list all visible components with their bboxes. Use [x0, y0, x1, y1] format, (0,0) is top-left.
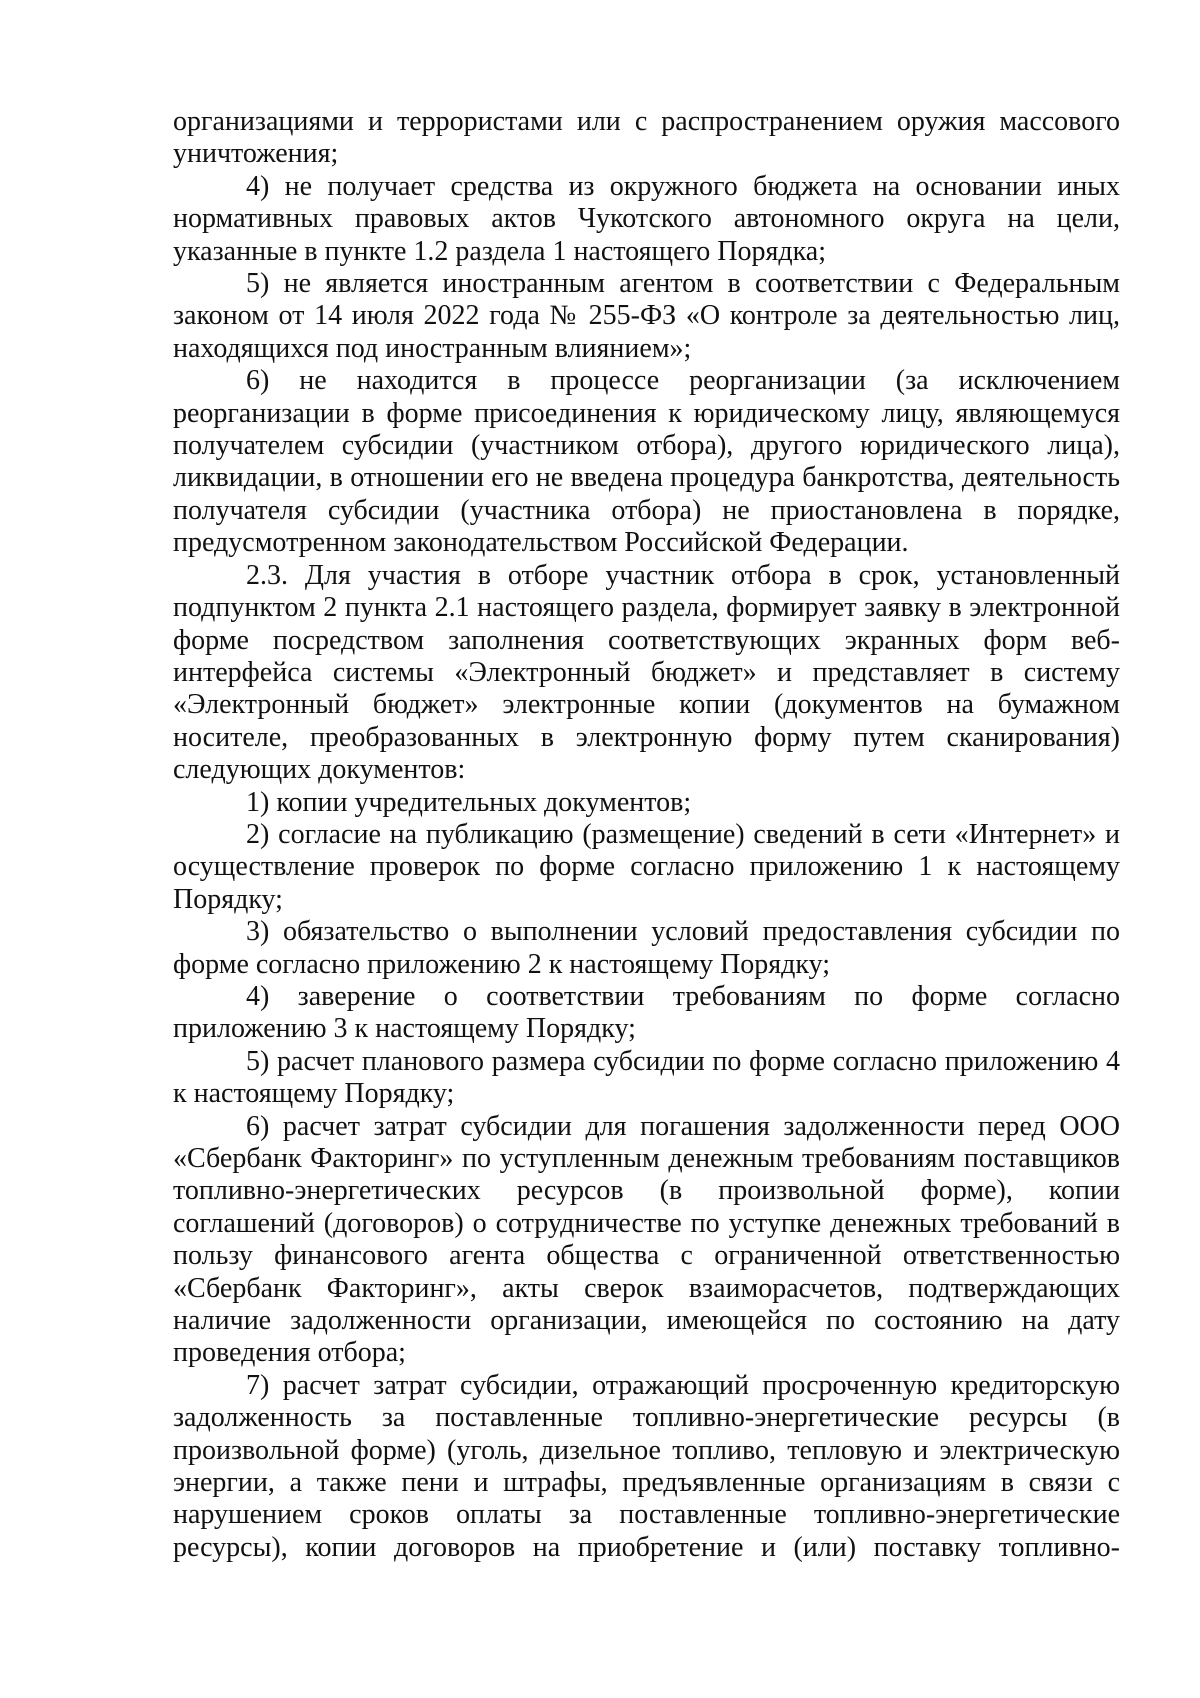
paragraph-item-5: 5) не является иностранным агентом в соответствии с Федеральным законом от 14 июля 2022 года № 255-ФЗ «О контроле за деятельностью лиц, находящихся под иностранным влиянием»;	[173, 268, 1120, 364]
paragraph-doc-item-3: 3) обязательство о выполнении условий предоставления субсидии по форме согласно приложению 2 к настоящему Порядку;	[173, 916, 1120, 980]
document-page	[173, 106, 1120, 1564]
paragraph-doc-item-4: 4) заверение о соответствии требованиям по форме согласно приложению 3 к настоящему Порядку;	[173, 980, 1120, 1045]
paragraph-item-6: 6) не находится в процессе реорганизации (за исключением реорганизации в форме присоединения к юридическому лицу, являющемуся получателем субсидии (участником отбора), другого юридического лица), ликвидации, в отношении его не введена процедура банкротства, деятельность получателя субсидии (участника отбора) не приостановлена в порядке, предусмотренном законодательством Российской Федерации.	[173, 365, 1120, 559]
paragraph-doc-item-5: 5) расчет планового размера субсидии по форме согласно приложению 4 к настоящему Порядку;	[173, 1045, 1120, 1110]
paragraph-doc-item-1: 1) копии учредительных документов;	[246, 786, 692, 818]
paragraph-doc-item-6: 6) расчет затрат субсидии для погашения задолженности перед ООО «Сбербанк Факторинг» по уступленным денежным требованиям поставщиков топливно-энергетических ресурсов (в произвольной форме), копии соглашений (договоров) о сотрудничестве по уступке денежных требований в пользу финансового агента общества с ограниченной ответственностью «Сбербанк Факторинг», акты сверок взаиморасчетов, подтверждающих наличие задолженности организации, имеющейся по состоянию на дату проведения отбора;	[173, 1110, 1120, 1369]
paragraph-continuation: организациями и террористами или с распространением оружия массового уничтожения;	[173, 106, 1120, 170]
paragraph-doc-item-2: 2) согласие на публикацию (размещение) сведений в сети «Интернет» и осуществление проверок по форме согласно приложению 1 к настоящему Порядку;	[173, 818, 1120, 915]
paragraph-item-4: 4) не получает средства из окружного бюджета на основании иных нормативных правовых актов Чукотского автономного округа на цели, указанные в пункте 1.2 раздела 1 настоящего Порядка;	[173, 170, 1120, 267]
paragraph-doc-item-7: 7) расчет затрат субсидии, отражающий просроченную кредиторскую задолженность за поставленные топливно-энергетические ресурсы (в произвольной форме) (уголь, дизельное топливо, тепловую и электрическую энергии, а также пени и штрафы, предъявленные организациям в связи с нарушением сроков оплаты за поставленные топливно-энергетические ресурсы), копии договоров на приобретение и (или) поставку топливно-	[173, 1369, 1120, 1563]
paragraph-section-2-3: 2.3. Для участия в отборе участник отбора в срок, установленный подпунктом 2 пункта 2.1 настоящего раздела, формирует заявку в электронной форме посредством заполнения соответствующих экранных форм веб-интерфейса системы «Электронный бюджет» и представляет в систему «Электронный бюджет» электронные копии (документов на бумажном носителе, преобразованных в электронную форму путем сканирования) следующих документов:	[173, 559, 1120, 786]
